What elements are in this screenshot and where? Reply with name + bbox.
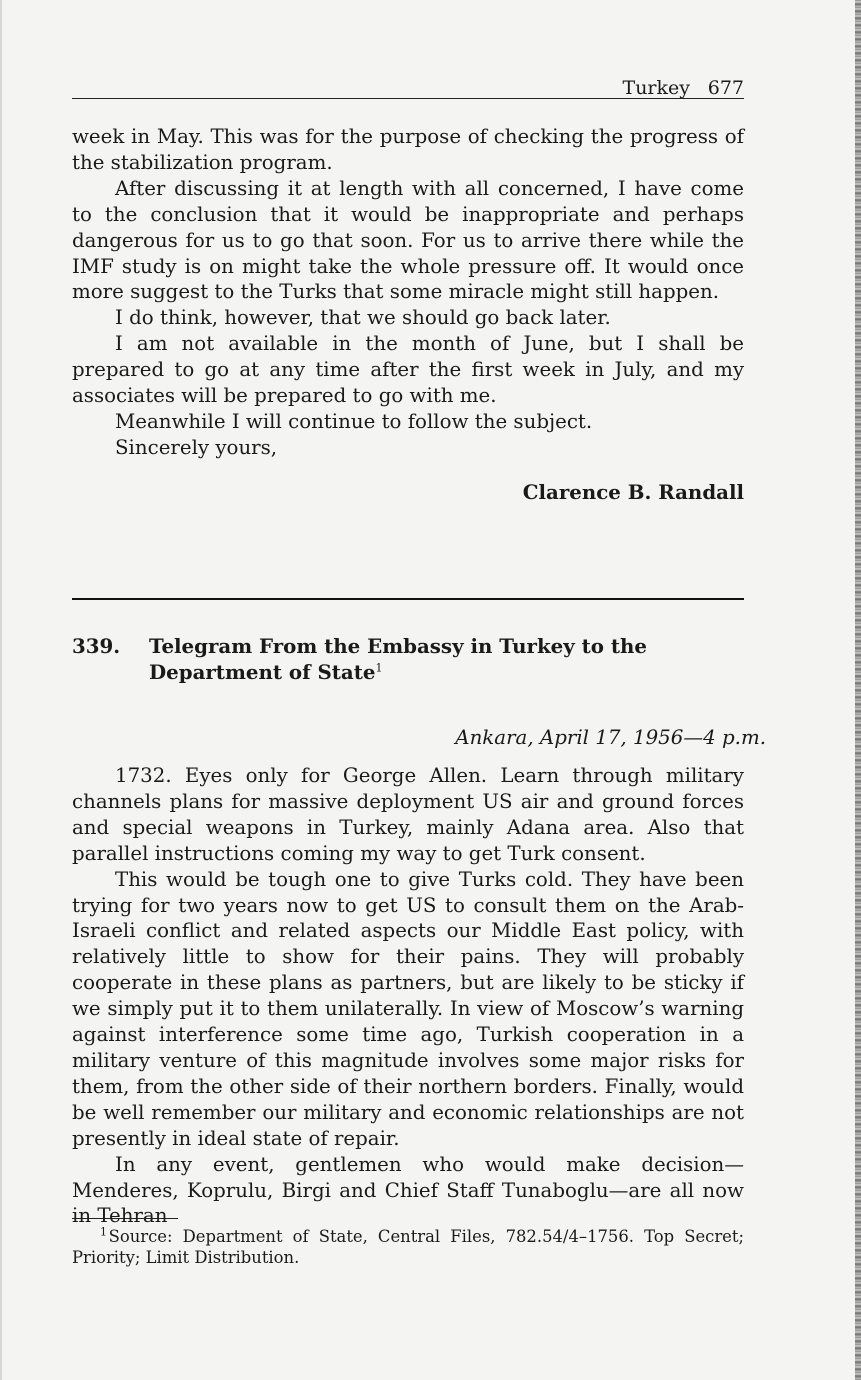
letter-paragraph: After discussing it at length with all concerned, I have come to the conclusion that it would be inappropriate and perhaps dangerous for us to go that soon. For us to arrive there while the IMF study is on might take the whole pressure off. It would once more suggest to the Turks that some miracle might still happen. [72,176,744,304]
letter-paragraph: I am not available in the month of June, but I shall be prepared to go at any time after the first week in July, and my associates will be prepared to go with me. [72,332,744,408]
telegram-paragraph: In any event, gentlemen who would make decision—Menderes, Koprulu, Birgi and Chief Staff Tunaboglu—are all now in Tehran [72,1152,744,1228]
telegram-body [72,763,744,1229]
footnote [72,1227,744,1268]
section-divider [72,598,744,600]
running-title: Turkey [622,77,690,99]
document-number: 339. [72,634,121,658]
page-number: 677 [707,77,744,99]
telegram-paragraph: This would be tough one to give Turks cold. They have been trying for two years now to get US to consult them on the Arab-Israeli conflict and related aspects our Middle East policy, with relatively little to show for their pains. They will probably cooperate in these plans as partners, but are likely to be sticky if we simply put it to them unilaterally. In view of Moscow’s warning against interference some time ago, Turkish cooperation in a military venture of this magnitude involves some major risks for them, from the other side of their northern borders. Finally, would be well remember our military and economic relationships are not presently in ideal state of repair. [72,867,744,1150]
footnote-marker: 1 [100,1225,107,1239]
signature: Clarence B. Randall [522,480,744,504]
document-title [149,634,669,685]
document-title-text: Telegram From the Embassy in Turkey to the Department of State [149,634,647,684]
letter-closing: Sincerely yours, [115,435,278,459]
letter-paragraph: I do think, however, that we should go back later. [115,306,611,330]
dateline: Ankara, April 17, 1956—4 p.m. [455,726,766,749]
page-left-edge [0,0,2,1380]
footnote-reference: 1 [375,660,383,674]
letter-body [72,124,744,461]
letter-paragraph: week in May. This was for the purpose of checking the progress of the stabilization program. [72,125,744,174]
telegram-paragraph: 1732. Eyes only for George Allen. Learn through military channels plans for massive deployment US air and ground forces and special weapons in Turkey, mainly Adana area. Also that parallel instructions coming my way to get Turk consent. [72,764,744,865]
footnote-text: Source: Department of State, Central Files, 782.54/4–1756. Top Secret; Priority; Limit Distribution. [72,1227,744,1267]
page-binding-edge [855,0,861,1380]
running-header [72,74,744,99]
footnote-rule [72,1218,178,1219]
letter-paragraph: Meanwhile I will continue to follow the subject. [115,409,593,433]
